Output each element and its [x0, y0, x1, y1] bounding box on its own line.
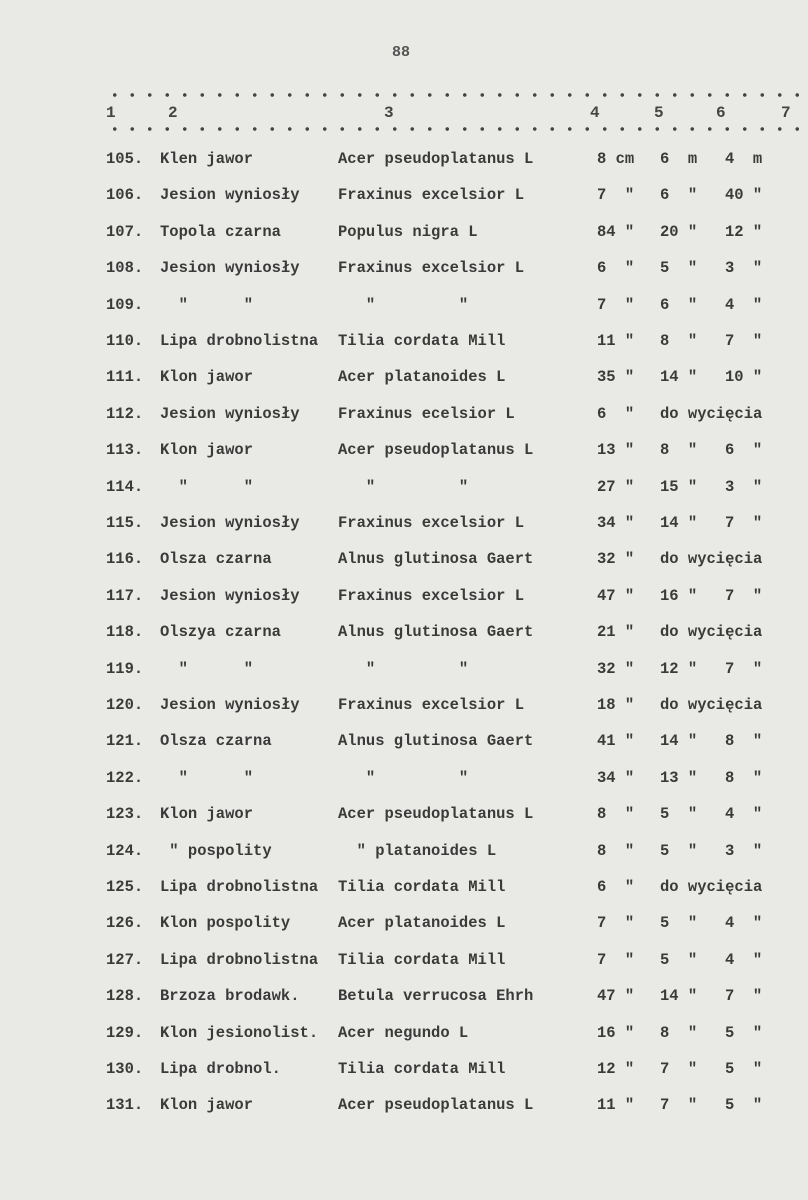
- polish-name: " ": [160, 768, 254, 787]
- height: 5 ": [660, 950, 698, 969]
- crown-width: 4 ": [725, 914, 763, 933]
- height: 5 ": [660, 805, 698, 824]
- table-row: [0, 1096, 808, 1120]
- latin-name: Acer pseudoplatanus L: [338, 150, 534, 168]
- latin-name: Acer pseudoplatanus L: [338, 805, 534, 824]
- crown-width: 5 ": [725, 1023, 763, 1042]
- row-number: 122.: [106, 768, 144, 787]
- polish-name: " pospolity: [160, 841, 272, 860]
- polish-name: Lipa drobnol.: [160, 1060, 281, 1078]
- polish-name: Lipa drobnolistna: [160, 878, 319, 896]
- diameter: 6 ": [597, 404, 635, 423]
- table-row: [0, 587, 808, 611]
- table-row: [0, 914, 808, 938]
- polish-name: Klon jawor: [160, 441, 254, 460]
- diameter: 47 ": [597, 987, 635, 1006]
- crown-width: 7 ": [725, 514, 763, 532]
- height: 8 ": [660, 441, 698, 460]
- latin-name: Fraxinus excelsior L: [338, 696, 525, 714]
- column-number: 4: [590, 104, 600, 122]
- row-number: 125.: [106, 878, 144, 896]
- height: 6 m: [660, 150, 698, 168]
- latin-name: Acer pseudoplatanus L: [338, 1096, 534, 1115]
- diameter: 18 ": [597, 696, 635, 714]
- diameter: 34 ": [597, 768, 635, 787]
- crown-width: 6 ": [725, 441, 763, 460]
- polish-name: Olszya czarna: [160, 623, 281, 642]
- table-row: [0, 987, 808, 1011]
- polish-name: Lipa drobnolistna: [160, 332, 319, 350]
- table-row: [0, 805, 808, 829]
- column-number: 5: [654, 104, 664, 122]
- table-row: [0, 150, 808, 174]
- latin-name: Fraxinus excelsior L: [338, 586, 525, 605]
- latin-name: Alnus glutinosa Gaert: [338, 732, 534, 751]
- crown-width: 8 ": [725, 768, 763, 787]
- height: 12 ": [660, 659, 698, 678]
- polish-name: Topola czarna: [160, 222, 281, 241]
- row-number: 106.: [106, 186, 144, 205]
- crown-width: 3 ": [725, 841, 763, 860]
- diameter: 12 ": [597, 1060, 635, 1078]
- polish-name: " ": [160, 295, 254, 314]
- diameter: 41 ": [597, 732, 635, 751]
- row-number: 116.: [106, 550, 144, 569]
- polish-name: Klon jawor: [160, 368, 254, 387]
- row-number: 128.: [106, 987, 144, 1006]
- row-number: 115.: [106, 514, 144, 532]
- dotted-rule-top: [106, 92, 806, 98]
- height: 20 ": [660, 222, 698, 241]
- table-row: [0, 441, 808, 465]
- latin-name: " ": [338, 768, 469, 787]
- column-number: 6: [716, 104, 726, 122]
- row-number: 130.: [106, 1060, 144, 1078]
- height: 6 ": [660, 295, 698, 314]
- crown-width: 7 ": [725, 987, 763, 1006]
- latin-name: Tilia cordata Mill: [338, 878, 506, 896]
- table-row: [0, 769, 808, 793]
- crown-width: 4 m: [725, 150, 763, 168]
- row-number: 117.: [106, 586, 144, 605]
- table-row: [0, 623, 808, 647]
- latin-name: " platanoides L: [338, 841, 497, 860]
- crown-width: 40 ": [725, 186, 763, 205]
- latin-name: Tilia cordata Mill: [338, 332, 506, 350]
- diameter: 32 ": [597, 659, 635, 678]
- crown-width: 7 ": [725, 332, 763, 350]
- row-number: 114.: [106, 477, 144, 496]
- diameter: 11 ": [597, 1096, 635, 1115]
- row-number: 112.: [106, 404, 144, 423]
- dotted-rule-bottom: [106, 126, 806, 132]
- height: 6 ": [660, 186, 698, 205]
- polish-name: Jesion wyniosły: [160, 404, 300, 423]
- row-number: 126.: [106, 914, 144, 933]
- latin-name: Acer platanoides L: [338, 368, 506, 387]
- page-number: 88: [392, 44, 411, 61]
- height: 13 ": [660, 768, 698, 787]
- crown-width: 8 ": [725, 732, 763, 751]
- height: 5 ": [660, 914, 698, 933]
- crown-width: 10 ": [725, 368, 763, 387]
- latin-name: " ": [338, 477, 469, 496]
- diameter: 6 ": [597, 878, 635, 896]
- column-number: 3: [384, 104, 394, 122]
- diameter: 34 ": [597, 514, 635, 532]
- diameter: 8 ": [597, 841, 635, 860]
- height: do wycięcia: [660, 404, 763, 423]
- latin-name: Populus nigra L: [338, 222, 478, 241]
- row-number: 127.: [106, 950, 144, 969]
- height: 14 ": [660, 987, 698, 1006]
- height: 5 ": [660, 841, 698, 860]
- polish-name: Jesion wyniosły: [160, 586, 300, 605]
- polish-name: Jesion wyniosły: [160, 186, 300, 205]
- diameter: 16 ": [597, 1023, 635, 1042]
- row-number: 121.: [106, 732, 144, 751]
- table-row: [0, 332, 808, 356]
- diameter: 6 ": [597, 259, 635, 278]
- crown-width: 3 ": [725, 259, 763, 278]
- table-row: [0, 550, 808, 574]
- polish-name: Jesion wyniosły: [160, 259, 300, 278]
- height: 14 ": [660, 368, 698, 387]
- polish-name: " ": [160, 659, 254, 678]
- row-number: 113.: [106, 441, 144, 460]
- polish-name: Lipa drobnolistna: [160, 950, 319, 969]
- table-row: [0, 405, 808, 429]
- latin-name: Acer negundo L: [338, 1023, 469, 1042]
- diameter: 7 ": [597, 914, 635, 933]
- latin-name: Acer platanoides L: [338, 914, 506, 933]
- height: 14 ": [660, 732, 698, 751]
- polish-name: Olsza czarna: [160, 732, 272, 751]
- polish-name: Klen jawor: [160, 150, 254, 168]
- diameter: 11 ": [597, 332, 635, 350]
- height: do wycięcia: [660, 550, 763, 569]
- row-number: 131.: [106, 1096, 144, 1115]
- table-row: [0, 259, 808, 283]
- latin-name: Fraxinus excelsior L: [338, 259, 525, 278]
- diameter: 7 ": [597, 295, 635, 314]
- table-row: [0, 223, 808, 247]
- crown-width: 3 ": [725, 477, 763, 496]
- column-number: 1: [106, 104, 116, 122]
- row-number: 108.: [106, 259, 144, 278]
- height: do wycięcia: [660, 696, 763, 714]
- row-number: 111.: [106, 368, 144, 387]
- table-row: [0, 696, 808, 720]
- polish-name: Jesion wyniosły: [160, 514, 300, 532]
- polish-name: Klon jawor: [160, 1096, 254, 1115]
- diameter: 8 cm: [597, 150, 635, 168]
- row-number: 109.: [106, 295, 144, 314]
- table-row: [0, 660, 808, 684]
- crown-width: 4 ": [725, 295, 763, 314]
- diameter: 8 ": [597, 805, 635, 824]
- table-row: [0, 296, 808, 320]
- table-row: [0, 951, 808, 975]
- latin-name: Acer pseudoplatanus L: [338, 441, 534, 460]
- row-number: 123.: [106, 805, 144, 824]
- height: do wycięcia: [660, 878, 763, 896]
- height: 15 ": [660, 477, 698, 496]
- polish-name: Olsza czarna: [160, 550, 272, 569]
- table-row: [0, 478, 808, 502]
- latin-name: Tilia cordata Mill: [338, 1060, 506, 1078]
- diameter: 21 ": [597, 623, 635, 642]
- latin-name: Betula verrucosa Ehrh: [338, 987, 534, 1006]
- latin-name: " ": [338, 659, 469, 678]
- latin-name: Fraxinus excelsior L: [338, 514, 525, 532]
- row-number: 107.: [106, 222, 144, 241]
- latin-name: Fraxinus excelsior L: [338, 186, 525, 205]
- polish-name: Jesion wyniosły: [160, 696, 300, 714]
- polish-name: Brzoza brodawk.: [160, 987, 300, 1006]
- row-number: 118.: [106, 623, 144, 642]
- latin-name: " ": [338, 295, 469, 314]
- latin-name: Tilia cordata Mill: [338, 950, 506, 969]
- latin-name: Alnus glutinosa Gaert: [338, 550, 534, 569]
- column-number: 2: [168, 104, 178, 122]
- height: 16 ": [660, 586, 698, 605]
- table-row: [0, 842, 808, 866]
- diameter: 47 ": [597, 586, 635, 605]
- diameter: 35 ": [597, 368, 635, 387]
- column-number: 7: [781, 104, 791, 122]
- crown-width: 5 ": [725, 1096, 763, 1115]
- row-number: 119.: [106, 659, 144, 678]
- crown-width: 12 ": [725, 222, 763, 241]
- height: do wycięcia: [660, 623, 763, 642]
- diameter: 7 ": [597, 186, 635, 205]
- crown-width: 7 ": [725, 659, 763, 678]
- crown-width: 5 ": [725, 1060, 763, 1078]
- polish-name: Klon jawor: [160, 805, 254, 824]
- polish-name: " ": [160, 477, 254, 496]
- latin-name: Fraxinus ecelsior L: [338, 404, 515, 423]
- height: 8 ": [660, 1023, 698, 1042]
- row-number: 120.: [106, 696, 144, 714]
- table-row: [0, 514, 808, 538]
- row-number: 110.: [106, 332, 144, 350]
- polish-name: Klon pospolity: [160, 914, 291, 933]
- latin-name: Alnus glutinosa Gaert: [338, 623, 534, 642]
- crown-width: 7 ": [725, 586, 763, 605]
- diameter: 7 ": [597, 950, 635, 969]
- height: 5 ": [660, 259, 698, 278]
- table-row: [0, 1024, 808, 1048]
- row-number: 105.: [106, 150, 144, 168]
- height: 7 ": [660, 1096, 698, 1115]
- table-row: [0, 186, 808, 210]
- diameter: 84 ": [597, 222, 635, 241]
- polish-name: Klon jesionolist.: [160, 1023, 319, 1042]
- table-row: [0, 878, 808, 902]
- diameter: 32 ": [597, 550, 635, 569]
- row-number: 129.: [106, 1023, 144, 1042]
- height: 8 ": [660, 332, 698, 350]
- height: 14 ": [660, 514, 698, 532]
- diameter: 13 ": [597, 441, 635, 460]
- table-row: [0, 368, 808, 392]
- row-number: 124.: [106, 841, 144, 860]
- diameter: 27 ": [597, 477, 635, 496]
- height: 7 ": [660, 1060, 698, 1078]
- crown-width: 4 ": [725, 950, 763, 969]
- table-row: [0, 1060, 808, 1084]
- crown-width: 4 ": [725, 805, 763, 824]
- table-row: [0, 732, 808, 756]
